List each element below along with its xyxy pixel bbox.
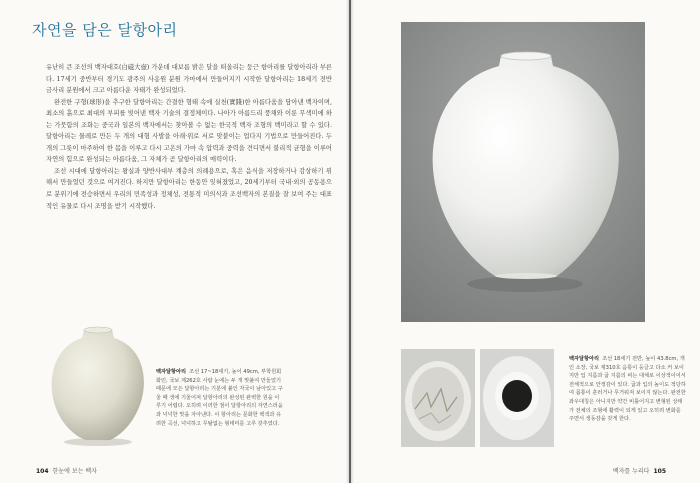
paragraph-3: 조선 시대에 달항아리는 왕실과 양반사대부 계층의 의례용으로, 혹은 음식을 저장하거나 감상하기 위해서 만들었던 것으로 여겨진다. 하지만 달항아리는 한동안 잊혀졌었고, 20세기부터 국내·외의 공동용으로 분위기에 전승하면서 우리의 민족성과 정체성, 전통적 미의식과 조선백자의 본질을 잘 보여 주는 대표적인 유물로 다시 조명을 받기 시작했다.: [46, 167, 332, 210]
page-number-left: 104: [36, 468, 49, 475]
jar-opening-photo: [480, 349, 554, 447]
page-number-right: 105: [653, 468, 666, 475]
page-title: 자연을 담은 달항아리: [32, 21, 178, 39]
caption-left-title: 백자달항아리: [156, 369, 187, 375]
jar-interior-photo: [401, 349, 475, 447]
body-text: [46, 62, 332, 212]
book-gutter: [346, 0, 354, 483]
caption-right-text: 조선 18세기 전반, 높이 43.8cm, 개인 소장, 국보 제310호 음통이 둥글고 다소 커 보이지만 입 지름과 굽 지름의 비는 대체로 이상적이어서 전체적으로 안정감이 있다. 굽과 입의 높이도 적당하여 몸통이 훈러거나 무거워져 보이지 않는다. 완전한 좌우대칭은 아니지만 약간 비틀어지고 변형된 상태가 전체의 조형에 활력이 되게 있고 오히려 변화를 주면서 생동감을 갖게 한다.: [569, 356, 686, 423]
caption-right: [569, 355, 687, 424]
paragraph-1: 유난히 큰 조선의 백자대호(白磁大壺) 가운데 대보름 밝은 달을 떠올리는 둥근 항아리를 달항아리라 부른다. 17세기 중반부터 경기도 광주의 사옹원 분원 가마에서 만들어지기 시작한 달항아리는 18세기 전반 금사리 분원에서 크고 아름다운 자태가 완성되었다.: [46, 64, 332, 95]
caption-left: [156, 368, 284, 428]
right-page: [351, 0, 700, 483]
folio-right: [613, 466, 670, 475]
paragraph-2: 완전한 구형(球形)을 추구한 달항아리는 간결한 형태 속에 실천(實踐)한 아름다움을 담아낸 백자이며, 최소의 흙으로 최대의 부피를 빚어낸 백자 기술의 결정체이다. 나아가 아름드리 풍채와 이룬 무색미에 하는 가뭇함의 조화는 중국과 일본의 백자에서는 찾아볼 수 없는 한국적 백자 조형의 백미라고 할 수 있다. 달항아리는 물레로 만든 두 개의 대형 사발을 아래·위로 서로 맞붙이는 업다지 기법으로 만들어진다. 두 개의 그릇이 마주하여 한 몸을 이루고 다시 고온의 가마 속 압력과 중력을 견디면서 불리적 균형을 이루어 자연의 힘으로 완성되는 아름다움, 그 자체가 곧 달항아리의 매력이다.: [46, 98, 332, 164]
small-moon-jar-photo: [40, 318, 150, 448]
caption-right-title: 백자달항아리: [569, 356, 600, 362]
folio-left: [32, 466, 97, 475]
moon-jar-photo: [401, 22, 645, 322]
running-head-left: 한눈에 보는 백자: [52, 468, 97, 475]
running-head-right: 백자를 누리다: [612, 468, 650, 475]
caption-left-text: 조선 17~18세기, 높이 49cm, 부학원회화민, 국보 제262호 사람 눈에는 두 개 맞붙여 만들었기 때문에 모든 달항아리는 기분에 붙인 자국이 남아있고 구울 때 생에 기울어져 달항아리의 완성된 완벽한 원을 이루기 어렵다. 오히려 이러한 점이 달항아리의 자연스러움과 넉넉한 맛을 자아낸다. 이 항아리는 문화한 백색과 유려한 곡선, 넉넉하고 무탈없는 형태미를 고루 갖추었다.: [156, 369, 283, 427]
left-page: [0, 0, 349, 483]
